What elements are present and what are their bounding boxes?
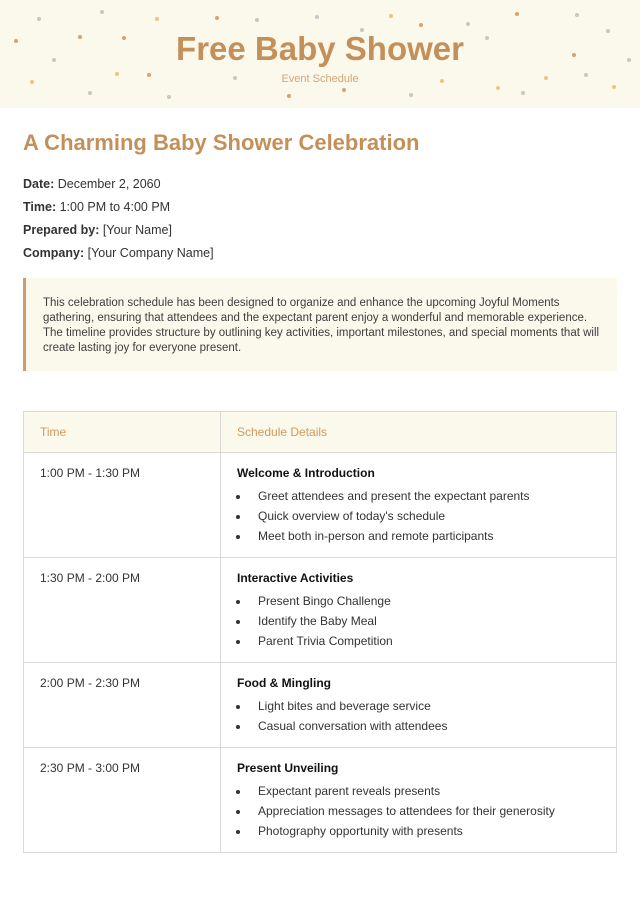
meta-company [23, 246, 214, 269]
details-cell [221, 748, 617, 853]
table-row [24, 453, 617, 558]
meta-prepared-by [23, 223, 214, 246]
column-header-time: Time [24, 412, 221, 453]
time-cell: 1:00 PM - 1:30 PM [24, 453, 221, 558]
activity-title: Present Unveiling [237, 761, 339, 775]
list-item: Meet both in-person and remote participants [237, 529, 616, 545]
list-item: Parent Trivia Competition [237, 634, 616, 650]
table-row [24, 748, 617, 853]
table-row [24, 663, 617, 748]
details-cell [221, 558, 617, 663]
meta-date [23, 177, 214, 200]
event-meta [23, 177, 214, 269]
meta-value: 1:00 PM to 4:00 PM [59, 200, 171, 214]
document-subtitle: Event Schedule [281, 73, 359, 85]
list-item: Greet attendees and present the expectant parents [237, 489, 616, 509]
list-item: Quick overview of today's schedule [237, 509, 616, 529]
activity-list [237, 594, 616, 650]
activity-list [237, 489, 616, 545]
activity-title: Interactive Activities [237, 571, 354, 585]
page-heading: A Charming Baby Shower Celebration [23, 130, 420, 155]
activity-list [237, 699, 616, 735]
meta-time [23, 200, 214, 223]
meta-label: Prepared by: [23, 223, 100, 237]
list-item: Light bites and beverage service [237, 699, 616, 719]
meta-label: Company: [23, 246, 85, 260]
schedule-table [23, 411, 617, 853]
meta-value: [Your Name] [102, 223, 172, 237]
activity-title: Food & Mingling [237, 676, 331, 690]
meta-label: Time: [23, 200, 57, 214]
list-item: Casual conversation with attendees [237, 719, 616, 735]
meta-label: Date: [23, 177, 55, 191]
details-cell [221, 453, 617, 558]
list-item: Appreciation messages to attendees for their generosity [237, 804, 616, 824]
list-item: Photography opportunity with presents [237, 824, 616, 840]
meta-value: December 2, 2060 [57, 177, 161, 191]
header-banner [0, 0, 640, 108]
time-cell: 2:30 PM - 3:00 PM [24, 748, 221, 853]
list-item: Expectant parent reveals presents [237, 784, 616, 804]
table-header-row [24, 412, 617, 453]
meta-value: [Your Company Name] [87, 246, 214, 260]
details-cell [221, 663, 617, 748]
table-row [24, 558, 617, 663]
document-title: Free Baby Shower [176, 30, 464, 67]
intro-callout: This celebration schedule has been designed to organize and enhance the upcoming Joyful Moments gathering, ensuring that attendees and the expectant parent enjoy a wonderful and memorable experience. The timeline provides structure by outlining key activities, important milestones, and special moments that will create lasting joy for everyone present. [23, 278, 617, 371]
activity-list [237, 784, 616, 840]
activity-title: Welcome & Introduction [237, 466, 375, 480]
list-item: Identify the Baby Meal [237, 614, 616, 634]
list-item: Present Bingo Challenge [237, 594, 616, 614]
column-header-details: Schedule Details [221, 412, 617, 453]
time-cell: 2:00 PM - 2:30 PM [24, 663, 221, 748]
time-cell: 1:30 PM - 2:00 PM [24, 558, 221, 663]
